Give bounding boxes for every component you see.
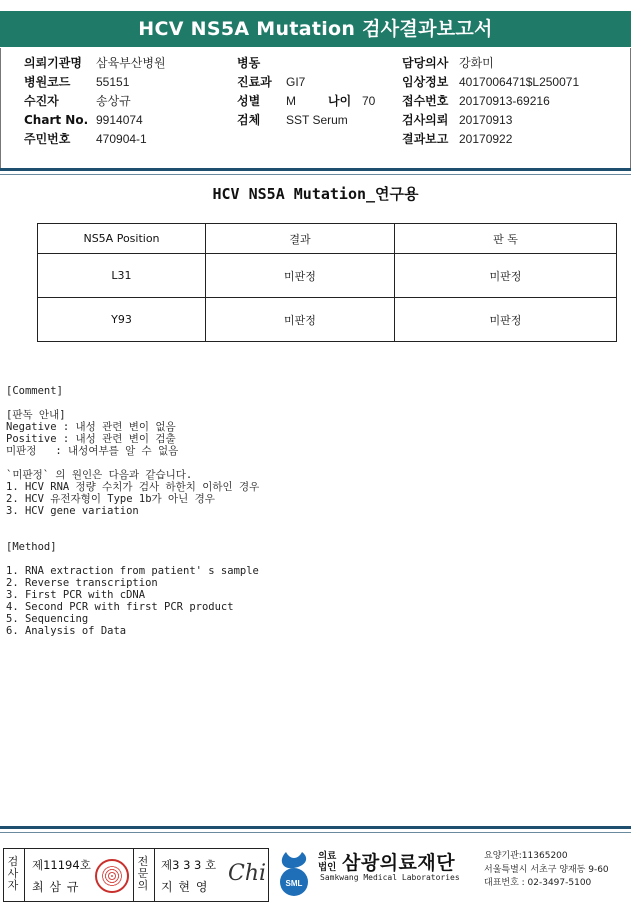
- cell-result: 미판정: [206, 254, 395, 298]
- specialist-name: 지 현 영: [161, 880, 209, 894]
- footer-divider-thin: [0, 832, 631, 833]
- cell-position: L31: [38, 254, 206, 298]
- label-clinical-info: 임상정보: [402, 75, 449, 89]
- value-request-date: 20170913: [459, 113, 513, 127]
- value-department: GI7: [286, 75, 306, 89]
- examiner-license: 제11194호: [32, 858, 91, 872]
- label-department: 진료과: [237, 75, 272, 89]
- label-institution: 의뢰기관명: [24, 56, 82, 70]
- table-row: [38, 254, 617, 298]
- cell-result: 미판정: [206, 298, 395, 342]
- label-report-date: 결과보고: [402, 132, 449, 146]
- box-divider: [154, 849, 155, 901]
- contact-code: 요양기관:11365200: [484, 851, 568, 861]
- box-divider: [133, 849, 134, 901]
- label-specimen: 검체: [237, 113, 261, 127]
- label-age: 나이: [328, 94, 352, 108]
- table-row: [38, 298, 617, 342]
- section-subtitle: HCV NS5A Mutation_연구용: [212, 185, 419, 203]
- seal-pattern: [102, 866, 122, 886]
- header-interpretation: 판 독: [395, 224, 617, 254]
- label-hospital-code: 병원코드: [24, 75, 71, 89]
- header-divider-thin: [0, 174, 631, 175]
- label-resident-no: 주민번호: [24, 132, 71, 146]
- label-request-date: 검사의뢰: [402, 113, 449, 127]
- method-section: [Method] 1. RNA extraction from patient' s sample 2. Reverse transcription 3. First PCR with cDNA 4. Second PCR with first PCR product 5. Sequencing 6. Analysis of Data: [6, 541, 259, 637]
- contact-phone: 대표번호 : 02-3497-5100: [484, 878, 592, 888]
- frame-left-line: [0, 48, 1, 168]
- value-patient: 송상규: [96, 94, 131, 108]
- value-hospital-code: 55151: [96, 75, 130, 89]
- value-doctor: 강화미: [459, 56, 494, 70]
- value-clinical-info: 4017006471$L250071: [459, 75, 580, 89]
- value-age: 70: [362, 94, 376, 108]
- value-receipt-no: 20170913-69216: [459, 94, 550, 108]
- cell-interpretation: 미판정: [395, 298, 617, 342]
- label-chart-no: Chart No.: [24, 113, 89, 127]
- org-prefix: 의료 법인: [318, 851, 337, 873]
- examiner-label: [7, 856, 19, 892]
- examiner-label-text: 검사자: [7, 855, 19, 892]
- report-title: HCV NS5A Mutation 검사결과보고서: [138, 18, 493, 40]
- org-english: Samkwang Medical Laboratories: [320, 873, 460, 882]
- box-divider: [24, 849, 25, 901]
- value-specimen: SST Serum: [286, 113, 348, 127]
- specialist-label-text: 전문의: [137, 855, 149, 892]
- label-sex: 성별: [237, 94, 261, 108]
- cell-position: Y93: [38, 298, 206, 342]
- contact-address: 서울특별시 서초구 양재동 9-60: [484, 864, 609, 875]
- result-table: [37, 223, 617, 342]
- header-divider: [0, 168, 631, 171]
- org-contact: [484, 850, 609, 891]
- org-name: 삼광의료재단: [342, 852, 456, 874]
- examiner-name: 최 삼 규: [32, 880, 80, 894]
- signature-image: Chi: [228, 861, 267, 886]
- label-ward: 병동: [237, 56, 261, 70]
- patient-info-col2: [237, 54, 375, 130]
- header-position: NS5A Position: [38, 224, 206, 254]
- header-result: 결과: [206, 224, 395, 254]
- value-resident-no: 470904-1: [96, 132, 147, 146]
- sml-logo-icon: [272, 848, 316, 898]
- label-patient: 수진자: [24, 94, 59, 108]
- patient-info-col1: [24, 54, 166, 149]
- table-header-row: [38, 224, 617, 254]
- report-title-bar: [0, 11, 631, 47]
- value-chart-no: 9914074: [96, 113, 143, 127]
- logo-leaf: [282, 852, 306, 868]
- signature-box: [3, 848, 269, 902]
- value-report-date: 20170922: [459, 132, 513, 146]
- specialist-license: 제3 3 3 호: [161, 858, 217, 872]
- specialist-label: [137, 856, 149, 892]
- label-receipt-no: 접수번호: [402, 94, 449, 108]
- examiner-seal: [95, 859, 129, 893]
- logo-text: SML: [285, 879, 303, 888]
- label-doctor: 담당의사: [402, 56, 449, 70]
- cell-interpretation: 미판정: [395, 254, 617, 298]
- comment-section: [Comment] [판독 안내] Negative : 내성 관련 변이 없음 Positive : 내성 관련 변이 검출 미판정 : 내성여부를 알 수 없음 `미판정` 의 원인은 다음과 같습니다. 1. HCV RNA 정량 수치가 검사 하한치 이하인 경우 2. HCV 유전자형이 Type 1b가 아닌 경우 3. HCV gene variation: [6, 385, 260, 517]
- footer-divider: [0, 826, 631, 829]
- value-institution: 삼육부산병원: [96, 56, 166, 70]
- patient-info-col3: [402, 54, 579, 149]
- value-sex: M: [286, 94, 296, 108]
